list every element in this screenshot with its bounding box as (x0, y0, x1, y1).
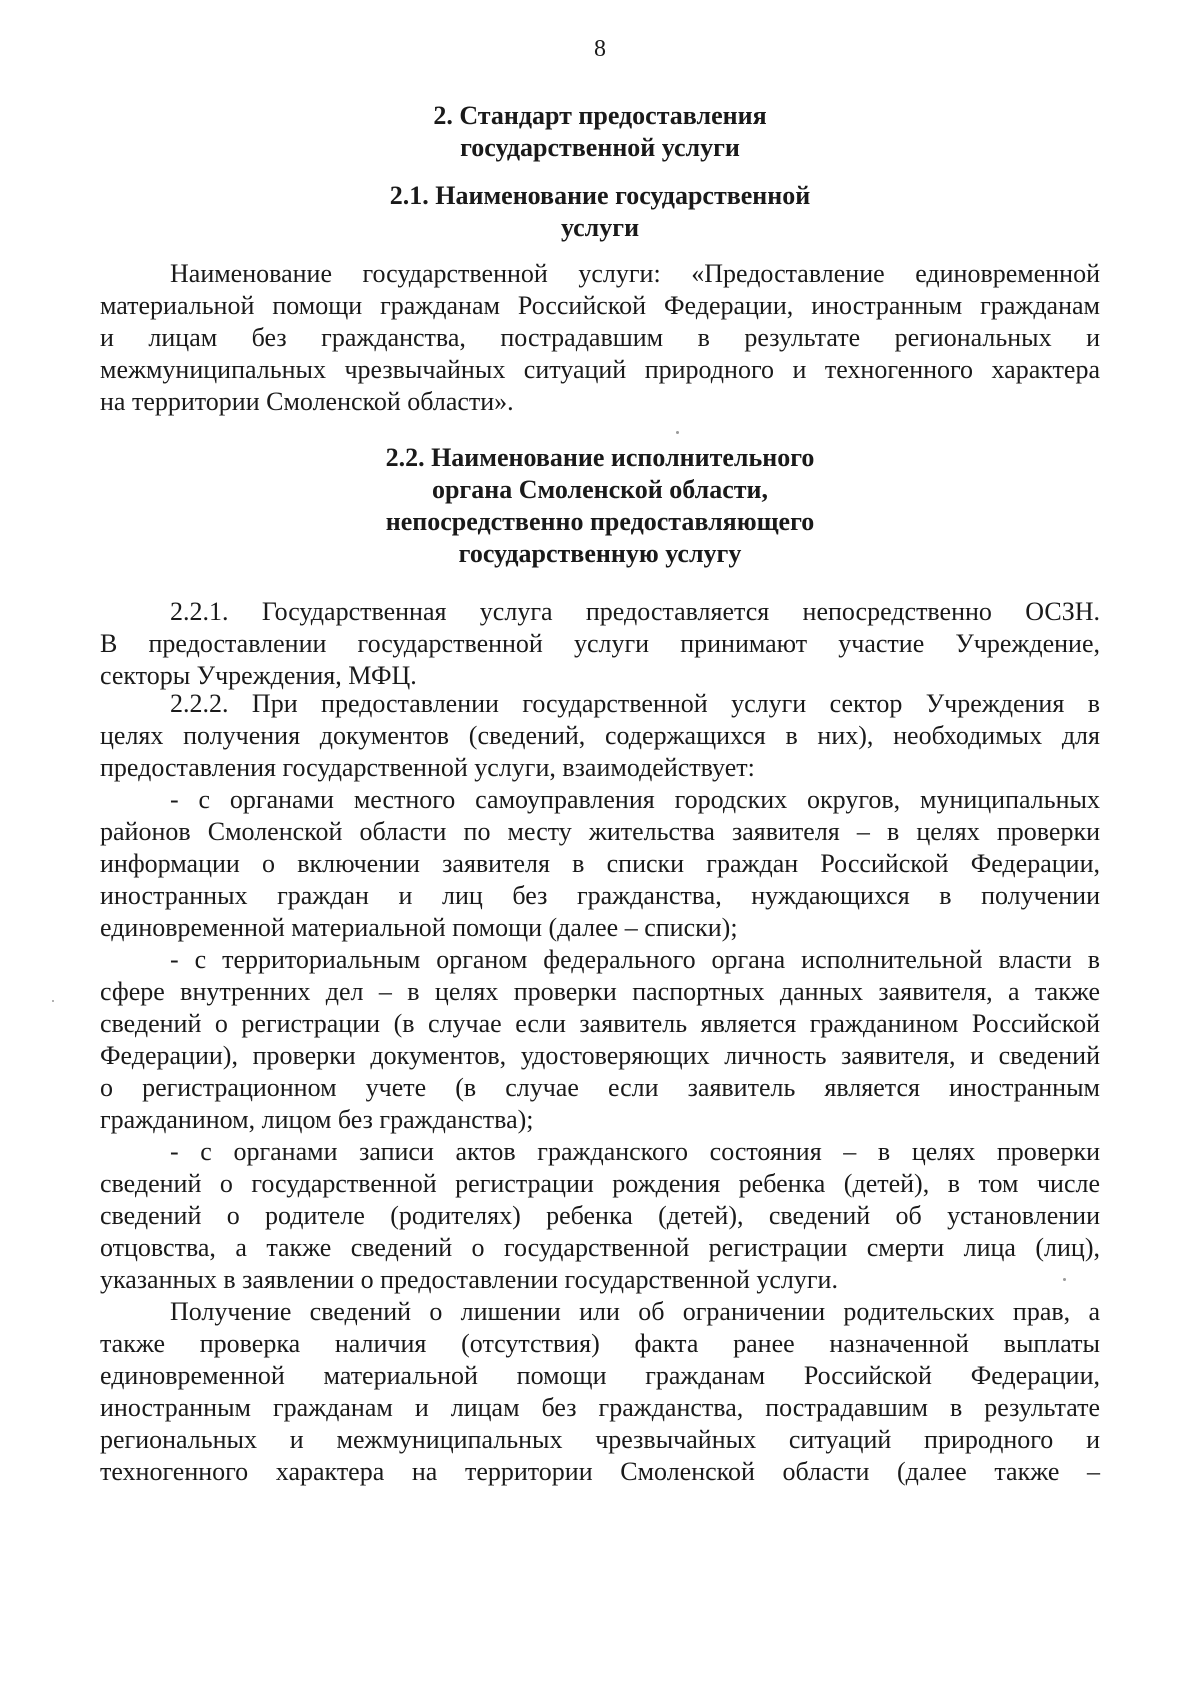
paragraph-line: указанных в заявлении о предоставлении государственной услуги. (100, 1265, 838, 1294)
paragraph-line: сведений о государственной регистрации рождения ребенка (детей), в том числе (100, 1169, 1100, 1198)
clause-2-2-1 (100, 596, 1100, 692)
paragraph-line: - с органами записи актов гражданского состояния – в целях проверки (170, 1137, 1100, 1166)
parental-rights-paragraph (100, 1296, 1100, 1488)
scan-speck (52, 1000, 54, 1002)
subsection-heading-line: органа Смоленской области, (431, 475, 769, 504)
paragraph-line: информации о включении заявителя в списки граждан Российской Федерации, (100, 849, 1100, 878)
paragraph-line: также проверка наличия (отсутствия) факта ранее назначенной выплаты (100, 1329, 1100, 1358)
paragraph-line: иностранным гражданам и лицам без гражданства, пострадавшим в результате (100, 1393, 1100, 1422)
subsection-2-1-heading (100, 180, 1100, 244)
interaction-item-internal-affairs (100, 944, 1100, 1136)
paragraph-line: единовременной материальной помощи (далее – списки); (100, 913, 738, 942)
paragraph-line: секторы Учреждения, МФЦ. (100, 661, 417, 690)
paragraph-line: 2.2.1. Государственная услуга предоставляется непосредственно ОСЗН. (170, 597, 1100, 626)
paragraph-line: районов Смоленской области по месту жительства заявителя – в целях проверки (100, 817, 1100, 846)
section-heading-line: государственной услуги (460, 133, 740, 162)
subsection-heading-line: услуги (560, 213, 640, 242)
paragraph-line: отцовства, а также сведений о государственной регистрации смерти лица (лиц), (100, 1233, 1100, 1262)
subsection-heading-line: непосредственно предоставляющего (385, 507, 815, 536)
paragraph-line: целях получения документов (сведений, содержащихся в них), необходимых для (100, 721, 1100, 750)
paragraph-line: на территории Смоленской области». (100, 387, 514, 416)
paragraph-line: о регистрационном учете (в случае если заявитель является иностранным (100, 1073, 1100, 1102)
paragraph-line: гражданином, лицом без гражданства); (100, 1105, 534, 1134)
paragraph-line: сфере внутренних дел – в целях проверки паспортных данных заявителя, а также (100, 977, 1100, 1006)
section-heading (100, 100, 1100, 164)
paragraph-line: и лицам без гражданства, пострадавшим в результате региональных и (100, 323, 1100, 352)
clause-2-2-2 (100, 688, 1100, 784)
subsection-heading-line: государственную услугу (458, 539, 742, 568)
subsection-2-2-heading (100, 442, 1100, 570)
paragraph-line: сведений о родителе (родителях) ребенка (детей), сведений об установлении (100, 1201, 1100, 1230)
paragraph-line: межмуниципальных чрезвычайных ситуаций природного и техногенного характера (100, 355, 1100, 384)
paragraph-line: Наименование государственной услуги: «Предоставление единовременной (170, 259, 1100, 288)
interaction-item-civil-registry (100, 1136, 1100, 1296)
paragraph-line: Получение сведений о лишении или об ограничении родительских прав, а (170, 1297, 1100, 1326)
paragraph-line: 2.2.2. При предоставлении государственной услуги сектор Учреждения в (170, 689, 1100, 718)
paragraph-line: Федерации), проверки документов, удостоверяющих личность заявителя, и сведений (100, 1041, 1100, 1070)
page-number: 8 (594, 36, 606, 62)
paragraph-line: сведений о регистрации (в случае если заявитель является гражданином Российской (100, 1009, 1100, 1038)
paragraph-line: иностранных граждан и лиц без гражданства, нуждающихся в получении (100, 881, 1100, 910)
paragraph-line: единовременной материальной помощи гражданам Российской Федерации, (100, 1361, 1100, 1390)
paragraph-line: - с органами местного самоуправления городских округов, муниципальных (170, 785, 1100, 814)
subsection-heading-line: 2.2. Наименование исполнительного (385, 443, 815, 472)
paragraph-line: региональных и межмуниципальных чрезвычайных ситуаций природного и (100, 1425, 1100, 1454)
paragraph-line: предоставления государственной услуги, взаимодействует: (100, 753, 755, 782)
paragraph-line: материальной помощи гражданам Российской Федерации, иностранным гражданам (100, 291, 1100, 320)
paragraph-line: - с территориальным органом федерального органа исполнительной власти в (170, 945, 1100, 974)
scan-speck (1063, 1278, 1066, 1281)
paragraph-line: В предоставлении государственной услуги принимают участие Учреждение, (100, 629, 1100, 658)
subsection-heading-line: 2.1. Наименование государственной (389, 181, 811, 210)
scan-speck (676, 431, 679, 434)
paragraph-line: техногенного характера на территории Смоленской области (далее также – (100, 1457, 1100, 1486)
service-name-paragraph (100, 258, 1100, 418)
section-heading-line: 2. Стандарт предоставления (433, 101, 767, 130)
interaction-item-local-government (100, 784, 1100, 944)
